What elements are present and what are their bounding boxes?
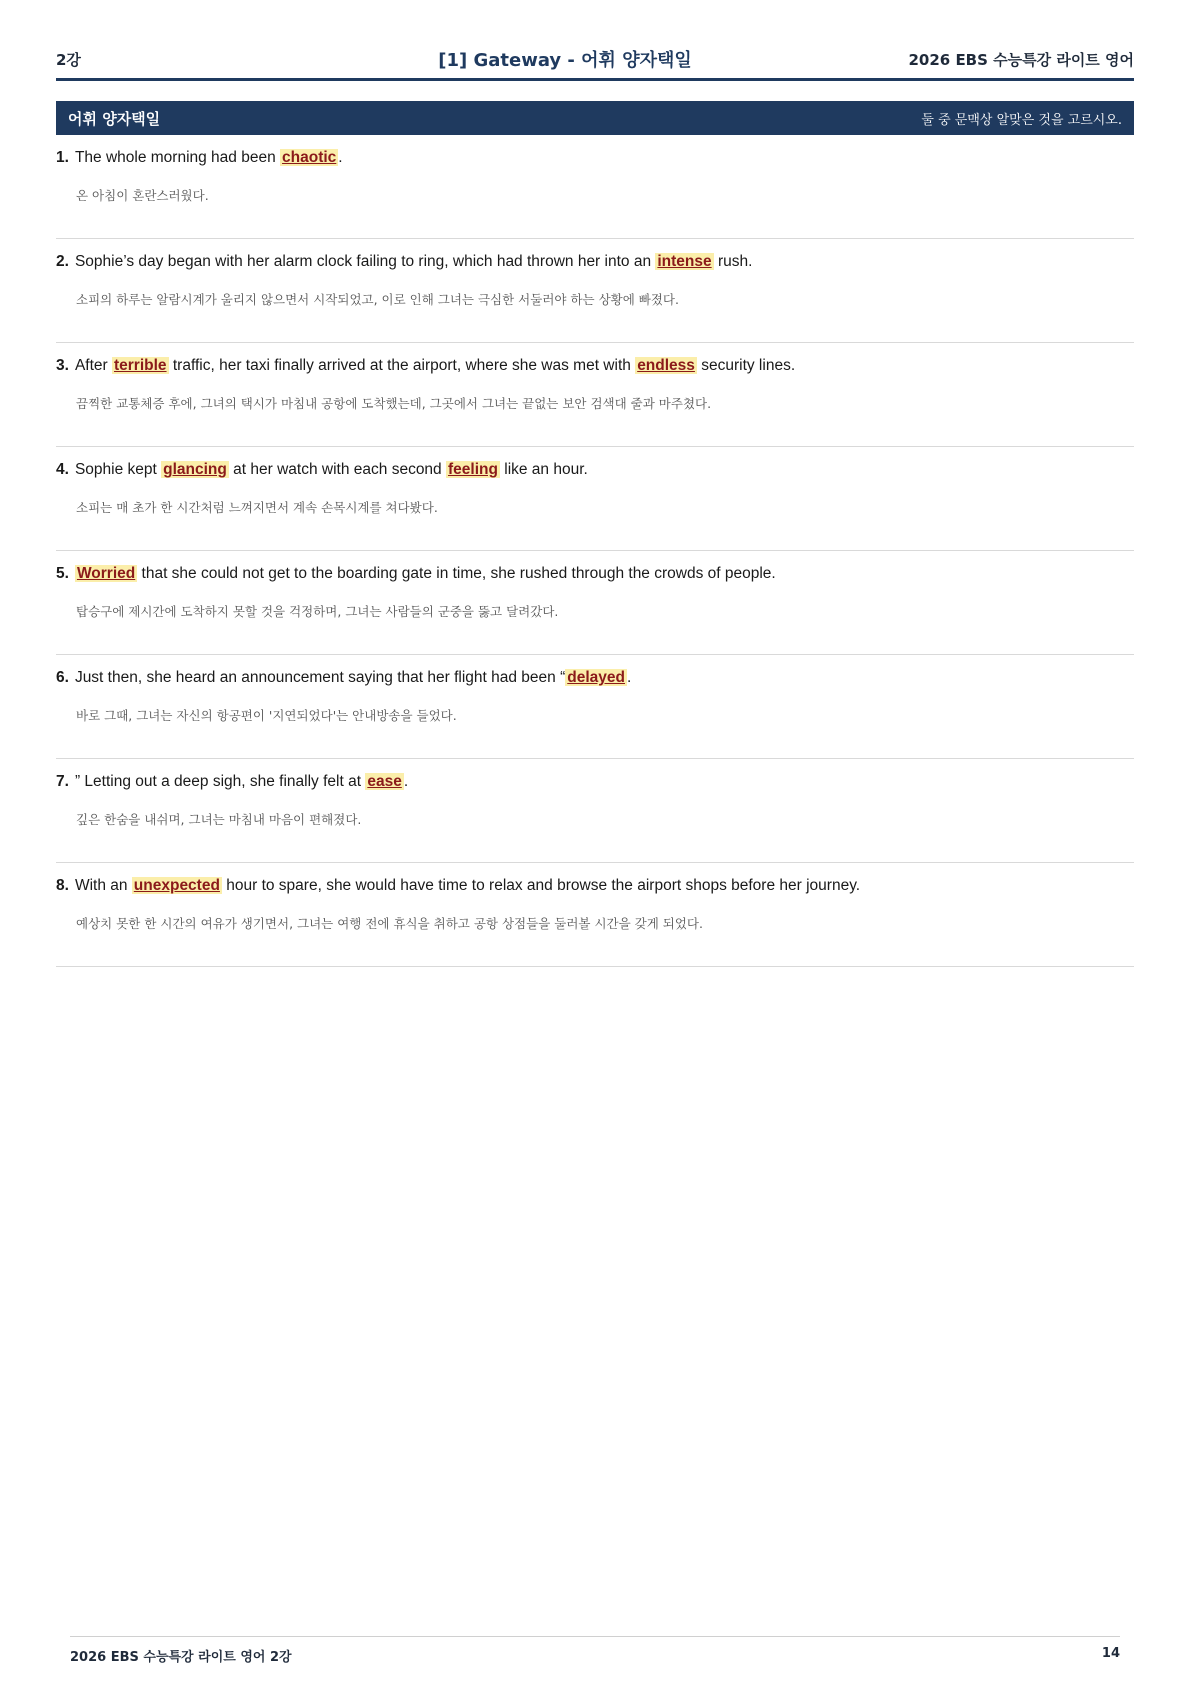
english-sentence xyxy=(56,877,860,895)
page-header xyxy=(56,46,1134,72)
answer-word: ease xyxy=(367,773,402,790)
sentence-text: security lines. xyxy=(696,357,796,374)
sentence-text: rush. xyxy=(713,253,753,270)
answer-word: delayed xyxy=(567,669,625,686)
english-sentence xyxy=(56,149,343,167)
english-sentence xyxy=(56,565,776,583)
english-sentence xyxy=(56,669,631,687)
answer-word: chaotic xyxy=(282,149,337,166)
section-title: 어휘 양자택일 xyxy=(68,109,161,128)
section-banner xyxy=(56,101,1134,135)
sentence-text: With an xyxy=(74,877,132,894)
page-footer xyxy=(70,1646,1120,1665)
question-number: 8. xyxy=(56,877,69,894)
page xyxy=(56,0,1134,1684)
sentence-text: After xyxy=(74,357,112,374)
question-number: 5. xyxy=(56,565,69,582)
sentence-text: The whole morning had been xyxy=(74,149,281,166)
question-number: 3. xyxy=(56,357,69,374)
book-title: 2026 EBS 수능특강 라이트 영어 xyxy=(908,50,1134,69)
question-item xyxy=(56,343,1134,447)
sentence-text: that she could not get to the boarding gate in time, she rushed through the crowds of people. xyxy=(137,565,776,582)
question-number: 7. xyxy=(56,773,69,790)
sentence-text: . xyxy=(403,773,409,790)
english-sentence xyxy=(56,357,795,375)
question-item xyxy=(56,135,1134,239)
sentence-text: . xyxy=(338,149,343,166)
sentence-text: Sophie’s day began with her alarm clock failing to ring, which had thrown her into an xyxy=(74,253,656,270)
question-item xyxy=(56,759,1134,863)
page-title: [1] Gateway - 어휘 양자택일 xyxy=(438,50,692,71)
question-list xyxy=(56,135,1134,967)
question-number: 4. xyxy=(56,461,69,478)
answer-word: unexpected xyxy=(133,877,220,894)
question-number: 6. xyxy=(56,669,69,686)
page-number: 14 xyxy=(1101,1646,1120,1661)
section-instruction: 둘 중 문맥상 알맞은 것을 고르시오. xyxy=(921,112,1122,128)
korean-translation: 소피는 매 초가 한 시간처럼 느껴지면서 계속 손목시계를 쳐다봤다. xyxy=(76,500,438,515)
sentence-text: at her watch with each second xyxy=(228,461,446,478)
sentence-text: . xyxy=(626,669,632,686)
english-sentence xyxy=(56,253,752,271)
korean-translation: 온 아침이 혼란스러웠다. xyxy=(76,188,209,203)
answer-word: glancing xyxy=(163,461,227,478)
english-sentence xyxy=(56,773,408,791)
question-item xyxy=(56,863,1134,967)
sentence-text: ” Letting out a deep sigh, she finally felt at xyxy=(74,773,366,790)
question-item xyxy=(56,551,1134,655)
korean-translation: 소피의 하루는 알람시계가 울리지 않으면서 시작되었고, 이로 인해 그녀는 극심한 서둘러야 하는 상황에 빠졌다. xyxy=(76,292,679,307)
sentence-text: like an hour. xyxy=(499,461,588,478)
answer-word: endless xyxy=(637,357,695,374)
question-item xyxy=(56,447,1134,551)
question-number: 1. xyxy=(56,149,69,166)
sentence-text: hour to spare, she would have time to relax and browse the airport shops before her journey. xyxy=(221,877,861,894)
footer-divider xyxy=(70,1636,1120,1637)
answer-word: feeling xyxy=(447,461,498,478)
korean-translation: 탑승구에 제시간에 도착하지 못할 것을 걱정하며, 그녀는 사람들의 군중을 뚫고 달려갔다. xyxy=(76,604,559,619)
answer-word: intense xyxy=(657,253,712,270)
sentence-text: Just then, she heard an announcement saying that her flight had been “ xyxy=(74,669,566,686)
korean-translation: 예상치 못한 한 시간의 여유가 생기면서, 그녀는 여행 전에 휴식을 취하고 공항 상점들을 둘러볼 시간을 갖게 되었다. xyxy=(76,916,703,931)
answer-word: Worried xyxy=(76,565,136,582)
answer-word: terrible xyxy=(113,357,167,374)
footer-book-lesson: 2026 EBS 수능특강 라이트 영어 2강 xyxy=(70,1650,292,1665)
sentence-text: Sophie kept xyxy=(74,461,162,478)
question-item xyxy=(56,655,1134,759)
korean-translation: 끔찍한 교통체증 후에, 그녀의 택시가 마침내 공항에 도착했는데, 그곳에서 그녀는 끝없는 보안 검색대 줄과 마주쳤다. xyxy=(76,396,712,411)
header-divider xyxy=(56,78,1134,81)
korean-translation: 깊은 한숨을 내쉬며, 그녀는 마침내 마음이 편해졌다. xyxy=(76,812,362,827)
english-sentence xyxy=(56,461,588,479)
korean-translation: 바로 그때, 그녀는 자신의 항공편이 '지연되었다'는 안내방송을 들었다. xyxy=(76,708,457,723)
question-number: 2. xyxy=(56,253,69,270)
question-item xyxy=(56,239,1134,343)
sentence-text: traffic, her taxi finally arrived at the airport, where she was met with xyxy=(168,357,636,374)
lesson-label: 2강 xyxy=(56,50,81,69)
